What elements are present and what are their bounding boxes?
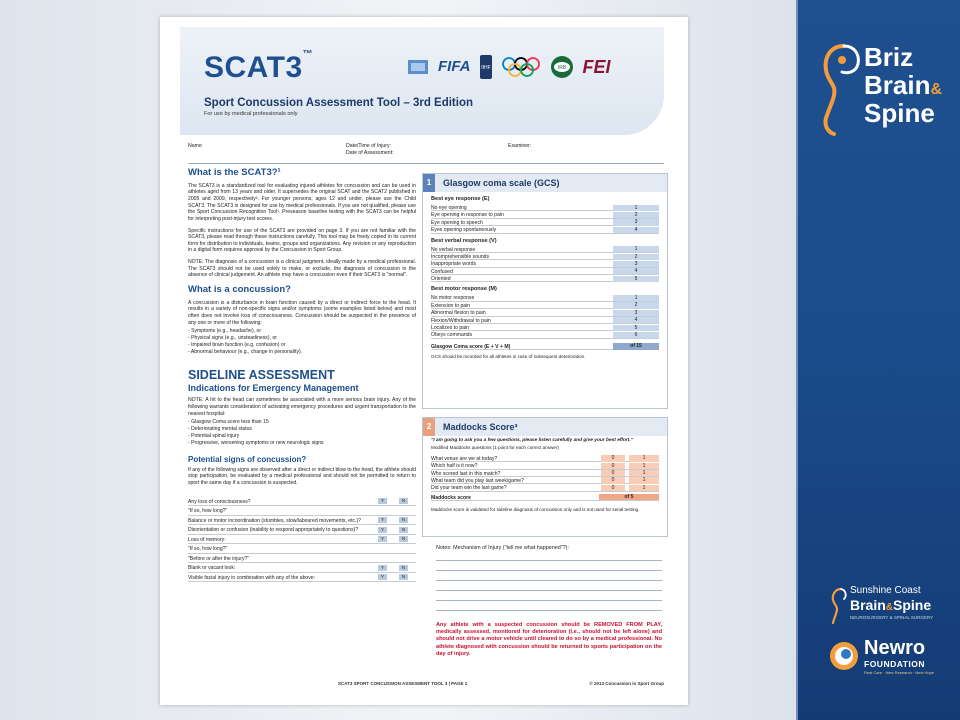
checklist-row: Blank or vacant look: Y N [188,563,416,573]
potential-signs-p1: If any of the following signs are observed after a direct or indirect blow to the head, the athlete should stop participation, be evaluated by a medical professional and should not be permitted to return to sport the same day if a concussion is suspected. [188,466,416,487]
maddocks-row: Did your team win the last game? 0 1 [431,484,659,491]
sponsor-logos [406,55,611,79]
maddocks-title: Maddocks Score³ [443,422,518,432]
gcs-row: Localizes to pain 5 [431,324,659,331]
gcs-row: Eyes opening spontaneously 4 [431,226,659,233]
logo-fei: FEI [582,56,611,77]
logo-irb-icon [549,55,575,79]
notes-section [436,545,662,658]
brand-line3: Spine [864,98,935,128]
newro-line2: FOUNDATION [864,659,926,669]
checklist-row: Visible facial injury in combination with any of the above: Y N [188,573,416,583]
newro-tagline: Real Care · New Research · New Hope [864,670,935,675]
gcs-header [423,174,667,192]
gcs-row: Extension to pain 2 [431,302,659,309]
gcs-row: Obeys commands 6 [431,331,659,338]
briz-brain-spine-logo [818,40,958,140]
newro-circle-icon [828,640,860,672]
gcs-section-heading: Best eye response (E) [431,196,490,202]
gcs-row: Abnormal flexion to pain 3 [431,309,659,316]
title-text: SCAT3 [204,51,303,84]
no-box[interactable]: N [399,574,408,580]
logo-concussion-group-icon [406,57,430,77]
section-number: 1 [423,174,435,192]
maddocks-intro: "I am going to ask you a few questions, please listen carefully and give your best effort." [431,438,633,443]
gcs-row: Confused 4 [431,268,659,275]
svg-text:IIHF: IIHF [480,65,491,71]
emergency-bullet: - Glasgow Coma score less than 15 [188,419,269,426]
yes-box[interactable]: Y [378,565,387,571]
date-assessment-field[interactable]: Date of Assessment: [346,150,394,156]
gcs-row: Eye opening in response to pain 2 [431,211,659,218]
maddocks-panel [422,417,668,537]
checklist-row: Balance or motor incoordination (stumbles, slow/laboured movements, etc.)? Y N [188,516,416,526]
potential-signs-heading: Potential signs of concussion? [188,454,307,464]
gcs-panel [422,173,668,409]
maddocks-sub: Modified Maddocks questions (1 point for each correct answer) [431,444,559,450]
concussion-bullet: - Symptoms (e.g., headache), or [188,328,262,335]
svg-text:IRB: IRB [557,65,566,71]
notes-line[interactable] [436,580,662,590]
no-box[interactable]: N [399,498,408,504]
scat3-document [160,17,688,705]
concussion-bullet: - Abnormal behaviour (e.g., change in personality). [188,348,303,355]
concussion-bullet: - Physical signs (e.g., unsteadiness), or [188,334,277,341]
maddocks-row: What venue are we at today? 0 1 [431,455,659,462]
gcs-row: No verbal response 1 [431,246,659,253]
gcs-row: Incomprehensible sounds 2 [431,253,659,260]
gcs-row: Inappropriate words 3 [431,260,659,267]
maddocks-footnote: Maddocks score is validated for sideline diagnosis of concussion only and is not used for serial testing. [431,507,640,513]
notes-line[interactable] [436,600,662,610]
maddocks-row: Who scored last in this match? 0 1 [431,470,659,477]
head-spine-icon [818,40,862,136]
yes-box[interactable]: Y [378,527,387,533]
emergency-heading: Indications for Emergency Management [188,383,359,394]
newro-line1: Newro [864,637,926,659]
newro-foundation-logo [828,638,958,684]
examiner-field[interactable]: Examiner: [508,143,532,149]
emergency-bullet: - Progressive, worsening symptoms or new neurologic signs [188,439,324,446]
head-spine-small-icon [830,587,848,627]
emergency-p1: NOTE: A hit to the head can sometimes be associated with a more serious brain injury. Any of the following warrants consideration of activating emergency procedures and urgent transportation to the nearest hospital: [188,397,416,417]
gcs-row: No eye opening 1 [431,204,659,211]
removal-warning: Any athlete with a suspected concussion should be REMOVED FROM PLAY, medically assessed, monitored for deterioration (i.e., should not be left alone) and should not drive a motor vehicle until cleared to do so by a medical professional. No athlete diagnosed with concussion should be returned to sports participation on the day of injury. [436,621,662,657]
gcs-footnote: GCS should be recorded for all athletes in case of subsequent deterioration. [431,354,586,360]
trademark: ™ [302,49,314,60]
checklist-row: "Before or after the injury?" [188,554,416,564]
checklist-row: Any loss of consciousness? Y N [188,497,416,507]
sc-tagline: NEUROSURGERY & SPINAL SURGERY [850,615,934,620]
concussion-heading: What is a concussion? [188,283,291,295]
what-is-p2: Specific instructions for use of the SCAT3 are provided on page 3. If you are not familiar with the SCAT3, please read through these instructions carefully. This tool may be freely copied in its current form for distribution to individuals, teams, groups and organizations. Any revision or any reproduction in a digital form requires approval by the Concussion in Sport Group. [188,227,416,254]
maddocks-row: Which half is it now? 0 1 [431,462,659,469]
gcs-row: Oriented 5 [431,275,659,282]
logo-fifa: FIFA [438,57,471,75]
emergency-bullet: - Deteriorating mental status [188,426,252,433]
what-is-p3: NOTE: The diagnosis of a concussion is a clinical judgment, ideally made by a medical professional. The SCAT3 should not be used solely to make, or exclude, the diagnosis of concussion in the absence of clinical judgement. An athlete may have a concussion even if their SCAT3 is "normal". [188,258,416,279]
gcs-row: No motor response 1 [431,294,659,301]
sc-line1: Sunshine Coast [850,585,921,596]
maddocks-row: What team did you play last week/game? 0 1 [431,477,659,484]
document-header [180,27,664,135]
no-box[interactable]: N [399,527,408,533]
brand-sidebar [796,0,960,720]
logo-iihf-icon [479,55,493,79]
sideline-heading: SIDELINE ASSESSMENT [188,367,335,382]
sunshine-coast-logo [830,585,960,635]
no-box[interactable]: N [399,536,408,542]
footer-left: SCAT3 SPORT CONCUSSION ASSESMENT TOOL 3 | PAGE 1 [338,681,468,686]
no-box[interactable]: N [399,565,408,571]
checklist-row: "If so, how long?" [188,506,416,516]
gcs-title: Glasgow coma scale (GCS) [443,178,560,188]
date-time-injury-field[interactable]: Date/Time of Injury: [346,143,392,149]
signs-checklist [188,497,416,583]
checklist-row: "If so, how long?" [188,544,416,554]
gcs-section-heading: Best verbal response (V) [431,237,497,244]
document-subtitle: Sport Concussion Assessment Tool – 3rd Edition [204,97,474,109]
left-column [188,167,416,582]
what-is-heading: What is the SCAT3?¹ [188,167,281,178]
notes-line[interactable] [436,590,662,600]
footer-right: © 2013 Concussion in Sport Group [589,681,664,686]
notes-label: Notes: Mechanism of Injury ("tell me what happened"?): [436,545,569,551]
what-is-p1: The SCAT3 is a standardized tool for evaluating injured athletes for concussion and can be used in athletes aged from 13 years and older. It supersedes the original SCAT and the SCAT2 published in 2005 and 2009, respectively². For younger persons, ages 12 and under, please use the Child SCAT3. The SCAT3 is designed for use by medical professionals. If you are not qualified, please use the Sport Concussion Recognition Tool¹. Preseason baseline testing with the SCAT3 can be helpful for interpreting post-injury test scores. [188,182,416,222]
divider [188,163,664,164]
maddocks-header [423,418,667,436]
gcs-section-heading: Best motor response (M) [431,286,497,293]
emergency-bullet: - Potential spinal injury [188,433,240,440]
yes-box[interactable]: Y [378,536,387,542]
yes-box[interactable]: Y [378,498,387,504]
section-number: 2 [423,418,435,436]
checklist-row: Loss of memory: Y N [188,535,416,545]
brand-line2: Brain& [864,70,943,100]
checklist-row: Disorientation or confusion (inability to respond appropriately to questions)? Y N [188,525,416,535]
document-subnote: For use by medical professionals only [204,111,298,117]
logo-ioc-rings-icon [501,56,541,78]
patient-fields [188,143,664,161]
sc-line2: Brain&Spine [850,597,932,613]
concussion-p1: A concussion is a disturbance in brain function caused by a direct or indirect force to the head. It results in a variety of non-specific signs and/or symptoms (some examples listed below) and most often does not involve loss of consciousness. Concussion should be suspected in the presence of any one or more of the following: [188,299,416,326]
gcs-row: Eye opening to speech 3 [431,219,659,226]
notes-line[interactable] [436,610,662,620]
gcs-total-row: Glasgow Coma score (E + V + M) of 15 [431,343,659,350]
name-field[interactable]: Name [188,143,202,149]
brand-line1: Briz [864,42,914,72]
yes-box[interactable]: Y [378,574,387,580]
concussion-bullet: - Impaired brain function (e.g. confusion) or [188,341,286,348]
gcs-row: Flexion/Withdrawal to pain 4 [431,317,659,324]
no-box[interactable]: N [399,517,408,523]
notes-line[interactable] [436,560,662,570]
notes-line[interactable] [436,570,662,580]
document-title [204,49,313,87]
maddocks-total-row: Maddocks score of 5 [431,494,659,501]
yes-box[interactable]: Y [378,517,387,523]
